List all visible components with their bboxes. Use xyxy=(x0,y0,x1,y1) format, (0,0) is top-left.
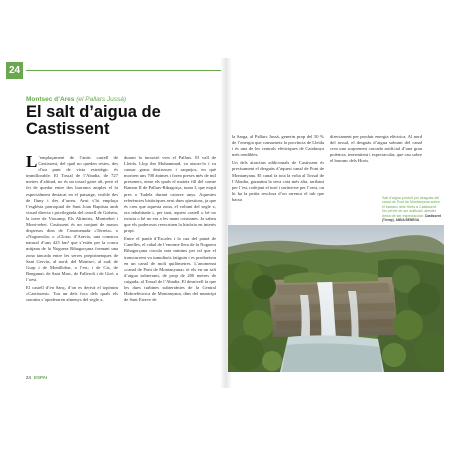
body-column-4 xyxy=(330,134,422,166)
waterfall-photo xyxy=(228,225,444,372)
col3-p1: la Sarga, al Pallars Jussà, generin prop del 50 % de l’energia que consumeix la província de Lleida i és una de les centrals elèctriques de Catalunya més rendibles. xyxy=(232,134,324,158)
folio-number: 24 xyxy=(26,375,32,380)
folio-section: ESPAI xyxy=(34,375,48,380)
body-column-3 xyxy=(232,134,324,205)
folio xyxy=(26,375,47,380)
kicker-place: Montsec d’Ares xyxy=(26,96,75,103)
caption-credit: Castissent (Tremp). xyxy=(382,213,441,223)
col1-p2: El castell d’en Sanç, d’on es derivà el topònim «Castissent». Tou un dels focs dels quals els sarraïns s’apoderaren almenys del segle x, xyxy=(26,284,118,303)
col2-p2: Entre el pantà d’Escales i la cua del pantà de Canelles, el cabal de l’enorme llera de la Noguera Ribagorçana circula sota mínims per tal que el transcurrent vu tumultuós fatiguin i es produeixin en un canal de molt quilòmetres. L’anomenat «canal de Pont de Montanyana» té els en un salt d’aigua subterrani, de prop de 200 metres de caiguda, al Tossal de l’Abadia. El desnivell fa que les dues turbines subterrànies de la Central Hidroelèctrica de Montanyana, dins del municipi de Sant Esteve de xyxy=(124,236,216,303)
caption-photographer: ANNA BENEGA xyxy=(395,218,420,223)
drop-cap: L xyxy=(26,152,38,171)
page-number-badge: 24 xyxy=(6,62,23,79)
col4-p1: directament per produir energia elèctrica. Al nord del tossal, el desguàs d’aigua sobrant del canal crea una sorprenent cascada artificial d’una gran potència, intermitent i espectacular, que cau sobre el barranc dels Horts. xyxy=(330,134,422,164)
kicker xyxy=(26,96,126,103)
body-column-2 xyxy=(124,155,216,305)
waterfall-image xyxy=(228,225,444,372)
col3-p2: Un dels atractius addicionals de Castissent és precisament el desguàs d’aquest canal de Pont de Montanyana. El canal fa tota la volta al Tossal de l’Abadia, garantint la seva cota més alta, arribant per l’est, rodejant el turó i sortint-ne per l’oest, on hi ha la petita resclosa d’on arrenca el tub que baixa xyxy=(232,160,324,202)
top-rule xyxy=(26,70,221,71)
article-headline: El salt d’aigua de Castissent xyxy=(26,103,161,138)
body-column-1 xyxy=(26,152,118,305)
col2-p1: durant la incursió vers el Pallars. El vall de Lleida. Llop ibn Muhammad, va atacar-lo i va causar grans destrosses i saquejos, en què moriren uns 700 ànimes i foren preses més de mil presoners, entre els quals el mateix fill del comte Ramon II de Pallars-Ribagorça, tuam I, que esquí pres a Tudela durant catorze anys. Aquestes referències històriques avui dues qüestions, ja que és creu que aquesta zona, el voltant del segle x, era inhabitada i, per tant, aquest castell o bé no existia o bé no era a les mans cristianes. Ja sabeu que els poderosos reescriuen la història en interès propi. xyxy=(124,155,216,234)
caption-text: Salt d’aigua produït pel desguàs del canal de Pont de Montanyana sobre el barranc dels Horts a Castissent. No pel fet de ser artificial i alesder deixa de ser espectacular. xyxy=(382,196,440,218)
photo-caption xyxy=(382,196,442,222)
kicker-region: (el Pallars Jussà) xyxy=(76,96,127,103)
col1-p1: ’emplaçament de l’antic castell de Castissent, del qual no queden restes, des d’un punt de vista estratègic és immillorable. El Tossal de l’Abadia, de 727 metres d’altitud, no és un tossal gaire alt, però el fet de quedar entre dos barrancs amples el fa especialment destacat en el paisatge, visible des de Iluny i des d’arreu. Avui s’hi emplaça l’església parroquial de Sant Joan Baptista amb visual directa i privilegiada del castell de Girbeta, la torre de Viacamp, Els Altimiris, Montrebei i Mont-rebei. Castissent és un conjunt de masos dispersos dins de l’anomenada «Terreta» o «Noguerola» o «Clota» d’Aravix, una comarca natural d’uns 425 km² que s’estén per la conca mitjana de la Noguera Ribagorçana formant una zona tancada entre les serres prepirinenques de Sant Gervàs, al nord; del Montsec, al sud; de Gurp i de Montllobar, a l’est; i de Cis, de Benganui, de Sant Marc, de Falleroli i de Giró, a l’oest. xyxy=(26,155,118,282)
